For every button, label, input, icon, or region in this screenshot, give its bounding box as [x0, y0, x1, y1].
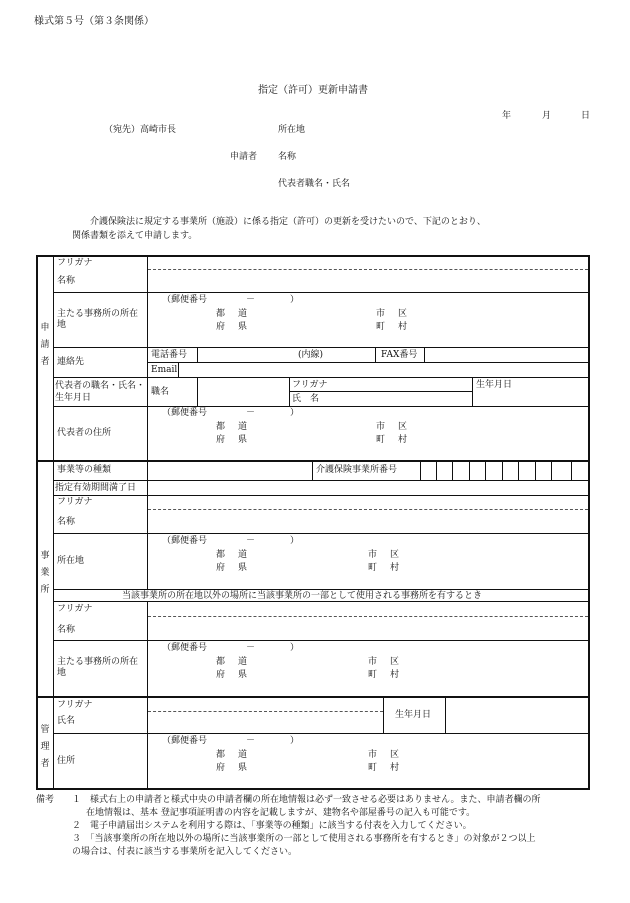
other-office-name-label: 名称 [57, 625, 76, 635]
pref-fu: 府 [216, 435, 226, 445]
applicant-furigana-label: フリガナ [57, 258, 93, 268]
city-machi: 町 [376, 435, 386, 445]
postal-close: ） [290, 408, 300, 418]
manager-address-field[interactable] [149, 734, 587, 787]
city-ku: 区 [398, 422, 408, 432]
city-shi: 市 [368, 750, 378, 760]
pref-to: 都 [216, 657, 226, 667]
business-address-field[interactable] [149, 534, 587, 588]
city-mura: 村 [390, 563, 400, 573]
manager-furigana-field[interactable] [149, 699, 382, 710]
notes-label: 備考 [36, 795, 55, 805]
email-field[interactable] [179, 364, 587, 376]
other-office-furigana-field[interactable] [149, 604, 587, 615]
fax-field[interactable] [425, 349, 587, 361]
rep-birthdate-field[interactable] [473, 392, 587, 405]
city-shi: 市 [368, 657, 378, 667]
city-machi: 町 [368, 763, 378, 773]
rep-name-label: 氏 名 [292, 394, 320, 404]
business-furigana-label: フリガナ [57, 497, 93, 507]
note-2: ２ 電子申請届出システムを利用する際は、「事業等の種類」に該当する付表を入力してください。 [72, 821, 472, 831]
city-shi: 市 [376, 422, 386, 432]
postal-close: ） [290, 536, 300, 546]
extension-field[interactable] [330, 349, 374, 361]
email-label: Email [151, 365, 178, 375]
phone-label: 電話番号 [151, 350, 188, 360]
business-name-field[interactable] [149, 511, 587, 532]
applicant-side-label: 申請者 [40, 323, 50, 368]
rep-address-field[interactable] [149, 407, 587, 459]
date-day[interactable]: 日 [581, 111, 591, 121]
manager-name-label: 氏名 [57, 716, 76, 726]
business-type-label: 事業等の種類 [57, 465, 112, 475]
pref-do: 道 [238, 750, 248, 760]
other-office-address-label: 主たる事務所の所在地 [57, 657, 139, 679]
pref-do: 道 [238, 657, 248, 667]
postal-label: （郵便番号 [162, 643, 208, 653]
rep-title-label: 職名 [151, 387, 170, 397]
pref-ken: 県 [238, 670, 248, 680]
rep-birthdate-label: 生年月日 [476, 380, 513, 390]
pref-do: 道 [238, 309, 248, 319]
expiry-field[interactable] [149, 482, 587, 494]
rep-info-label: 代表者の職名・氏名・生年月日 [55, 381, 146, 403]
rep-name-field[interactable] [330, 392, 470, 405]
pref-fu: 府 [216, 763, 226, 773]
postal-close: ） [290, 643, 300, 653]
manager-address-label: 住所 [57, 756, 76, 766]
business-side-label: 事業所 [40, 551, 50, 596]
city-ku: 区 [398, 309, 408, 319]
pref-ken: 県 [238, 763, 248, 773]
city-ku: 区 [390, 657, 400, 667]
other-office-address-field[interactable] [149, 641, 587, 695]
insurance-number-label: 介護保険事業所番号 [316, 465, 398, 475]
applicant-label: 申請者 [230, 152, 258, 162]
other-office-note: 当該事業所の所在地以外の場所に当該事業所の一部として使用される事務所を有するとき [122, 591, 483, 601]
city-mura: 村 [390, 670, 400, 680]
city-mura: 村 [390, 763, 400, 773]
pref-fu: 府 [216, 322, 226, 332]
phone-field[interactable] [198, 349, 292, 361]
rep-furigana-label: フリガナ [292, 380, 328, 390]
applicant-address-label: 所在地 [278, 125, 306, 135]
city-shi: 市 [368, 550, 378, 560]
city-ku: 区 [390, 550, 400, 560]
manager-furigana-label: フリガナ [57, 700, 93, 710]
pref-ken: 県 [238, 435, 248, 445]
pref-do: 道 [238, 550, 248, 560]
postal-dash: － [246, 536, 256, 546]
postal-dash: － [246, 295, 256, 305]
pref-fu: 府 [216, 670, 226, 680]
postal-dash: － [246, 643, 256, 653]
city-ku: 区 [390, 750, 400, 760]
applicant-name-label: 名称 [278, 152, 297, 162]
manager-side-label: 管理者 [40, 725, 50, 770]
date-month[interactable]: 月 [542, 111, 552, 121]
pref-ken: 県 [238, 322, 248, 332]
pref-to: 都 [216, 309, 226, 319]
postal-dash: － [246, 408, 256, 418]
applicant-name-label-cell: 名称 [57, 276, 76, 286]
city-machi: 町 [376, 322, 386, 332]
city-machi: 町 [368, 670, 378, 680]
manager-birthdate-field[interactable] [446, 699, 587, 732]
note-3-line-1: ３ 「当該事業所の所在地以外の場所に当該事業所の一部として使用される事務所を有するとき」の対象が２つ以上 [72, 834, 536, 844]
business-address-label: 所在地 [57, 556, 85, 566]
business-furigana-field[interactable] [149, 497, 587, 508]
note-1-line-2: 在地情報は、基本 登記事項証明書の内容を記載しますが、建物名や部屋番号の記入も可能です。 [86, 808, 476, 818]
applicant-furigana-field[interactable] [149, 258, 587, 268]
pref-to: 都 [216, 422, 226, 432]
form-number: 様式第５号（第３条関係） [34, 16, 154, 27]
business-type-field[interactable] [149, 463, 311, 479]
intro-line-2: 関係書類を添えて申請します。 [72, 231, 198, 241]
postal-label: （郵便番号 [162, 408, 208, 418]
date-year[interactable]: 年 [502, 111, 512, 121]
postal-label: （郵便番号 [162, 536, 208, 546]
postal-label: （郵便番号 [162, 295, 208, 305]
intro-line-1: 介護保険法に規定する事業所（施設）に係る指定（許可）の更新を受けたいので、下記のとおり、 [90, 217, 486, 227]
city-shi: 市 [376, 309, 386, 319]
other-office-furigana-label: フリガナ [57, 604, 93, 614]
applicant-rep-label: 代表者職名・氏名 [278, 179, 351, 189]
pref-to: 都 [216, 550, 226, 560]
city-machi: 町 [368, 563, 378, 573]
manager-birthdate-label: 生年月日 [395, 710, 432, 720]
pref-to: 都 [216, 750, 226, 760]
addressee: （宛先）高崎市長 [104, 125, 177, 135]
fax-label: FAX番号 [381, 350, 418, 360]
other-office-name-field[interactable] [149, 618, 587, 639]
rep-address-label: 代表者の住所 [57, 428, 112, 438]
postal-label: （郵便番号 [162, 736, 208, 746]
extension-label: (内線) [298, 350, 324, 360]
rep-title-field[interactable] [198, 379, 288, 405]
note-1-line-1: １ 様式右上の申請者と様式中央の申請者欄の所在地情報は必ず一致させる必要はありません。また、申請者欄の所 [72, 795, 541, 805]
pref-ken: 県 [238, 563, 248, 573]
applicant-address-field[interactable] [149, 293, 587, 346]
manager-name-field[interactable] [149, 713, 382, 732]
city-mura: 村 [398, 322, 408, 332]
business-name-label: 名称 [57, 517, 76, 527]
note-3-line-2: の場合は、付表に該当する事業所を記入してください。 [72, 847, 298, 857]
city-mura: 村 [398, 435, 408, 445]
pref-do: 道 [238, 422, 248, 432]
postal-close: ） [290, 736, 300, 746]
postal-close: ） [290, 295, 300, 305]
contact-label: 連絡先 [57, 357, 85, 367]
applicant-name-field[interactable] [149, 271, 587, 291]
pref-fu: 府 [216, 563, 226, 573]
page-title: 指定（許可）更新申請書 [258, 85, 368, 96]
applicant-main-office-label: 主たる事務所の所在地 [57, 309, 139, 331]
expiry-label: 指定有効期間満了日 [55, 483, 137, 493]
postal-dash: － [246, 736, 256, 746]
